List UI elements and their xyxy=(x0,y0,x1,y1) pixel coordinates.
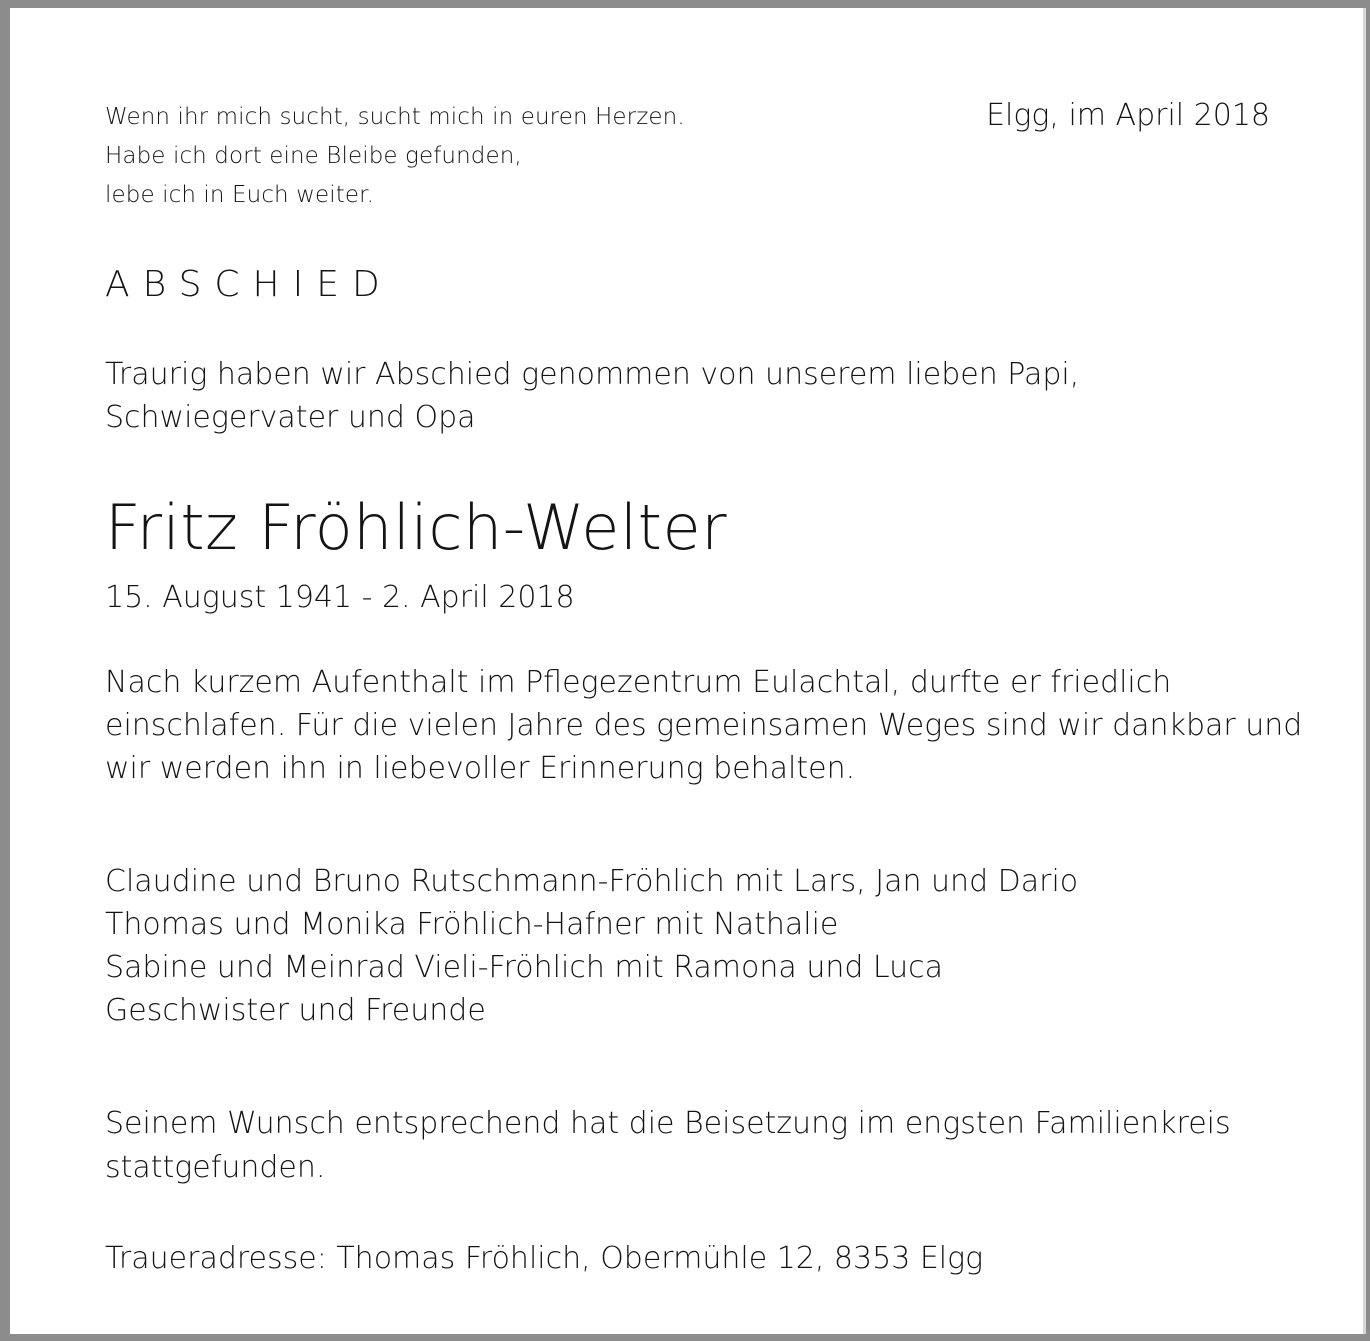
intro-line: Schwiegervater und Opa xyxy=(105,400,476,435)
mourning-address: Traueradresse: Thomas Fröhlich, Obermühle 12, 8353 Elgg xyxy=(105,1241,984,1276)
main-text-line: wir werden ihn in liebevoller Erinnerung behalten. xyxy=(105,751,856,786)
main-text-line: Nach kurzem Aufenthalt im Pflegezentrum Eulachtal, durfte er friedlich xyxy=(105,665,1172,700)
mourner-line: Geschwister und Freunde xyxy=(105,993,486,1028)
motto-verse xyxy=(105,98,685,215)
burial-line: Seinem Wunsch entsprechend hat die Beisetzung im engsten Familienkreis xyxy=(105,1106,1231,1141)
main-text-line: einschlafen. Für die vielen Jahre des gemeinsamen Weges sind wir dankbar und xyxy=(105,708,1303,743)
motto-line: Habe ich dort eine Bleibe gefunden, xyxy=(105,143,522,169)
mourner-line: Thomas und Monika Fröhlich-Hafner mit Nathalie xyxy=(105,907,839,942)
life-dates: 15. August 1941 - 2. April 2018 xyxy=(105,580,575,615)
mourner-line: Sabine und Meinrad Vieli-Fröhlich mit Ramona und Luca xyxy=(105,950,944,985)
mourners-list xyxy=(105,860,1078,1032)
burial-line: stattgefunden. xyxy=(105,1150,326,1185)
main-text xyxy=(105,661,1302,790)
burial-note xyxy=(105,1102,1231,1190)
motto-line: Wenn ihr mich sucht, sucht mich in euren Herzen. xyxy=(105,104,685,130)
deceased-name: Fritz Fröhlich-Welter xyxy=(105,491,728,564)
intro-text xyxy=(105,353,1079,439)
place-date: Elgg, im April 2018 xyxy=(986,98,1270,133)
heading-abschied: ABSCHIED xyxy=(105,264,393,305)
motto-line: lebe ich in Euch weiter. xyxy=(105,182,375,208)
mourner-line: Claudine und Bruno Rutschmann-Fröhlich mit Lars, Jan und Dario xyxy=(105,864,1079,899)
intro-line: Traurig haben wir Abschied genommen von unserem lieben Papi, xyxy=(105,357,1080,392)
